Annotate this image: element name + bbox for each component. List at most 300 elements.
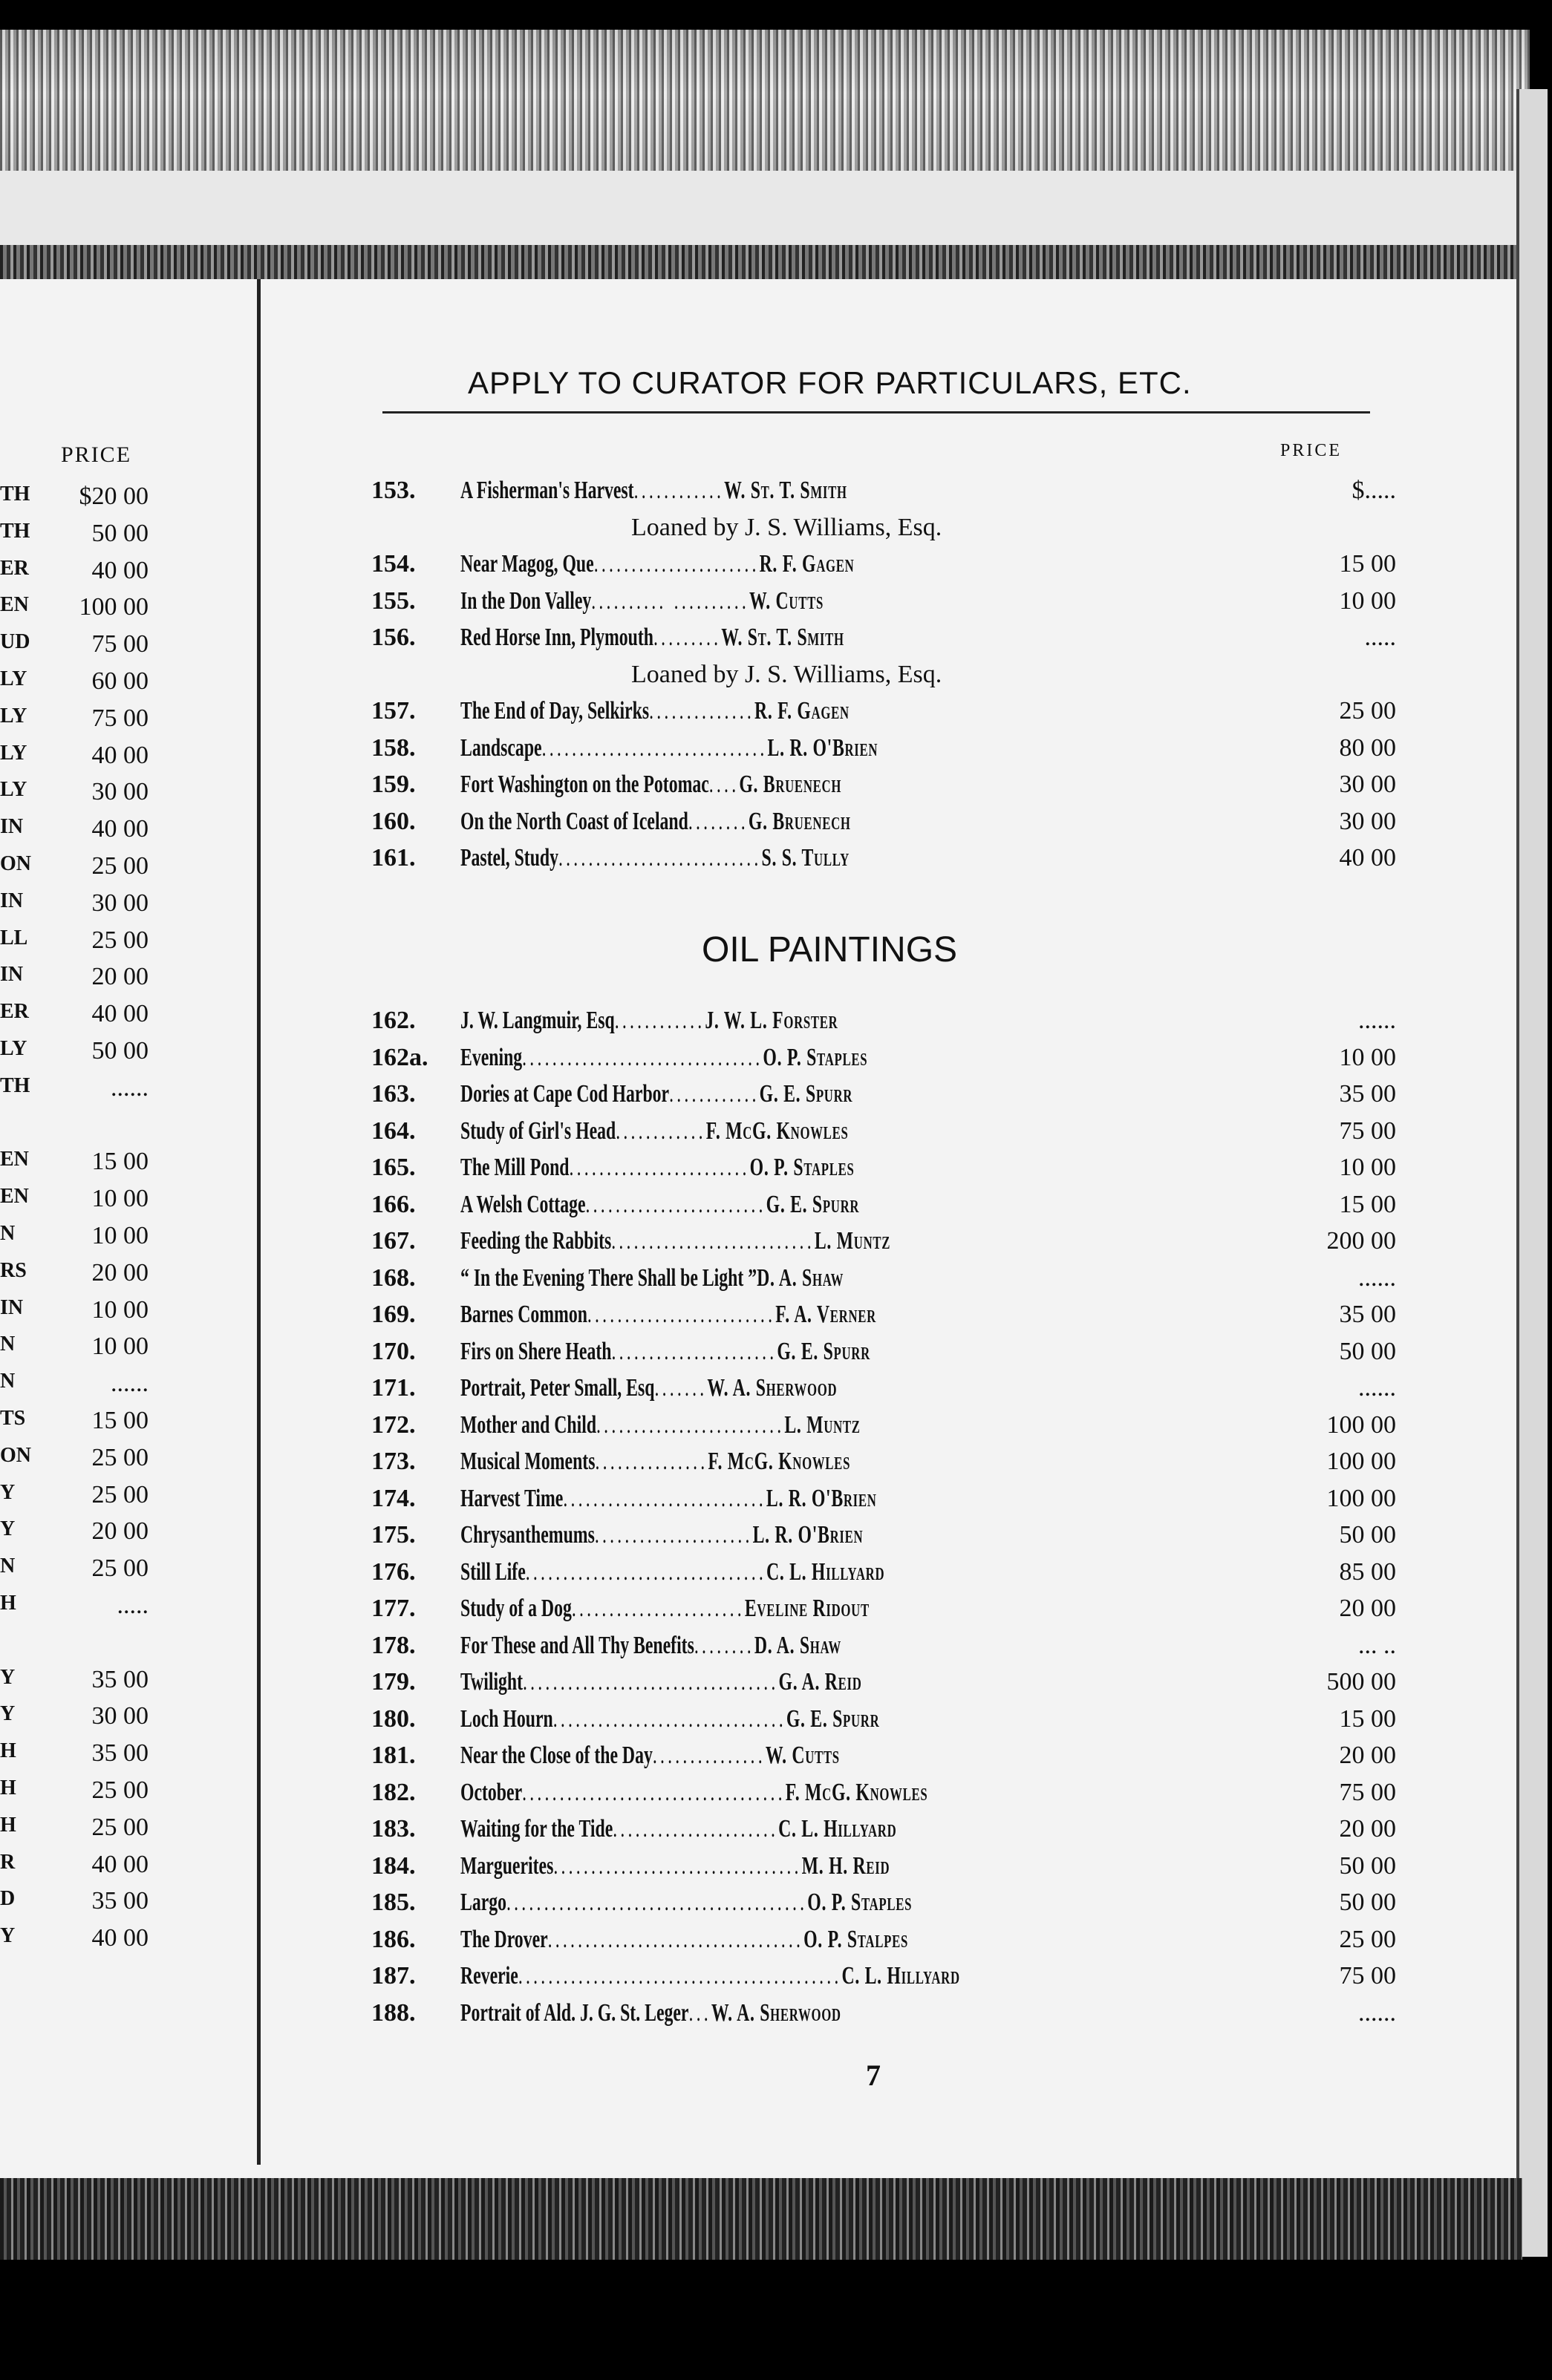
catalogue-entry — [371, 1811, 1396, 1848]
entry-artist: G. Bruenech — [739, 771, 842, 798]
entry-body — [460, 619, 1270, 656]
left-price: 10 00 — [91, 1295, 149, 1324]
entry-price: 35 00 — [1339, 1080, 1396, 1108]
entry-number: 162a. — [371, 1043, 428, 1071]
catalogue-entry — [371, 1443, 1396, 1480]
loan-note: Loaned by J. S. Williams, Esq. — [631, 660, 942, 688]
left-artist-fragment: ER — [0, 1000, 29, 1024]
entry-title: In the Don Valley — [460, 586, 592, 615]
left-column-row — [0, 1185, 149, 1222]
left-price: 75 00 — [91, 630, 149, 658]
entry-artist: C. L. Hillyard — [841, 1962, 960, 1990]
entry-price: 10 00 — [1339, 1043, 1396, 1071]
paper-top — [0, 171, 1522, 252]
entry-body — [460, 1260, 1270, 1297]
entry-leader: ............ — [616, 1117, 706, 1145]
entry-price: 15 00 — [1339, 550, 1396, 578]
page-number: 7 — [866, 2059, 881, 2092]
entry-body — [460, 1443, 1270, 1480]
left-artist-fragment: Y — [0, 1665, 16, 1689]
left-column-row — [0, 1814, 149, 1851]
left-price: 25 00 — [91, 1480, 149, 1508]
left-price: 25 00 — [91, 1443, 149, 1471]
catalogue-entry — [371, 1113, 1396, 1150]
entry-title: Near the Close of the Day — [460, 1742, 653, 1769]
entry-title: Firs on Shere Heath — [460, 1337, 612, 1365]
entry-leader: ............................... — [552, 1704, 786, 1733]
left-price: 35 00 — [91, 1739, 149, 1768]
entry-title: Still Life — [460, 1557, 526, 1586]
left-price: 30 00 — [91, 778, 149, 806]
left-column-row — [0, 1739, 149, 1776]
catalogue-entry — [371, 1958, 1396, 1995]
entry-number: 173. — [371, 1448, 416, 1475]
left-column-row — [0, 483, 149, 520]
entry-title: For These and All Thy Benefits — [460, 1631, 694, 1659]
left-column-row — [0, 1333, 149, 1370]
entry-number: 185. — [371, 1889, 416, 1916]
entry-body — [460, 1149, 1270, 1186]
entry-price: 20 00 — [1339, 1815, 1396, 1843]
left-artist-fragment: TH — [0, 519, 30, 543]
entry-artist: F. McG. Knowles — [708, 1448, 851, 1475]
entry-artist: G. E. Spurr — [766, 1190, 860, 1218]
entry-body — [460, 1333, 1270, 1370]
entry-price: $..... — [1352, 477, 1396, 504]
catalogue-entry — [371, 1186, 1396, 1223]
left-column-row — [0, 1554, 149, 1592]
entry-title: On the North Coast of Iceland — [460, 807, 688, 835]
entry-artist: S. S. Tully — [761, 844, 850, 872]
left-artist-fragment: LL — [0, 926, 28, 949]
entry-leader: ........ — [694, 1631, 754, 1659]
left-artist-fragment: TH — [0, 483, 30, 506]
left-column-row — [0, 667, 149, 704]
left-column-row — [0, 1296, 149, 1333]
entry-body — [460, 766, 1270, 803]
catalogue-entry — [371, 1296, 1396, 1333]
entry-number: 170. — [371, 1337, 416, 1365]
left-price: 20 00 — [91, 1258, 149, 1287]
entry-number: 165. — [371, 1154, 416, 1181]
catalogue-entry — [371, 730, 1396, 767]
entry-title: Harvest Time — [460, 1484, 564, 1512]
entry-leader: ........................................... — [518, 1962, 842, 1990]
entry-artist: F. McG. Knowles — [705, 1117, 849, 1145]
entry-title: Reverie — [460, 1962, 518, 1990]
entry-title: The Mill Pond — [460, 1154, 570, 1181]
entry-price: 30 00 — [1339, 771, 1396, 798]
entry-number: 168. — [371, 1263, 416, 1292]
catalogue-entry — [371, 693, 1396, 730]
entry-number: 183. — [371, 1815, 416, 1843]
entry-price: 75 00 — [1339, 1962, 1396, 1990]
catalogue-entry — [371, 1737, 1396, 1774]
catalogue-entry — [371, 546, 1396, 583]
left-price: 40 00 — [91, 741, 149, 769]
entry-number: 182. — [371, 1778, 416, 1806]
entry-number: 169. — [371, 1301, 416, 1328]
entry-price: 15 00 — [1339, 1704, 1396, 1733]
entry-title: Near Magog, Que — [460, 550, 594, 578]
left-artist-fragment: IN — [0, 889, 24, 912]
left-column-row — [0, 926, 149, 964]
catalogue-entry — [371, 1517, 1396, 1554]
left-price: 60 00 — [91, 667, 149, 695]
entry-leader: ............ — [633, 477, 725, 504]
entry-number: 186. — [371, 1925, 416, 1953]
catalogue-entry — [371, 1039, 1396, 1076]
entry-title: Study of a Dog — [460, 1595, 572, 1622]
left-artist-fragment: ON — [0, 852, 31, 875]
left-artist-fragment: UD — [0, 630, 30, 654]
left-artist-fragment: EN — [0, 593, 29, 617]
left-price: 25 00 — [91, 926, 149, 954]
entry-leader: ...................... — [611, 1337, 777, 1365]
entry-price: 100 00 — [1326, 1410, 1396, 1439]
entry-leader: ......................... — [596, 1410, 785, 1439]
entry-leader: ........................... — [558, 844, 762, 872]
left-artist-fragment: LY — [0, 704, 27, 728]
entry-number: 171. — [371, 1374, 416, 1402]
entry-body — [460, 803, 1270, 840]
entry-title: Chrysanthemums — [460, 1521, 595, 1549]
entry-number: 164. — [371, 1117, 416, 1145]
entry-leader: ........................................ — [506, 1889, 808, 1916]
left-artist-fragment: Y — [0, 1702, 16, 1726]
entry-title: Pastel, Study — [460, 844, 559, 872]
entry-artist: D. A. Shaw — [754, 1631, 841, 1659]
entry-leader: ........................... — [563, 1484, 766, 1512]
entry-leader: .... — [708, 771, 740, 798]
entry-body — [460, 546, 1270, 583]
catalogue-entry — [371, 1223, 1396, 1260]
entry-price: 25 00 — [1339, 1925, 1396, 1953]
entry-body — [460, 1370, 1270, 1407]
top-scan-noise — [0, 30, 1530, 171]
entry-number: 158. — [371, 733, 416, 762]
entry-leader: .............. — [649, 697, 754, 725]
left-price: 50 00 — [91, 519, 149, 547]
left-column-row — [0, 1074, 149, 1111]
entry-leader: ........ — [688, 807, 749, 835]
left-artist-fragment: N — [0, 1222, 16, 1245]
entry-number: 155. — [371, 586, 416, 615]
entry-title: Marguerites — [460, 1851, 554, 1880]
catalogue-entry — [371, 1370, 1396, 1407]
left-artist-fragment: EN — [0, 1148, 29, 1171]
entry-title: Feeding the Rabbits — [460, 1227, 612, 1255]
entry-body — [460, 1039, 1270, 1076]
entry-price: 20 00 — [1339, 1742, 1396, 1769]
entry-number: 160. — [371, 807, 416, 835]
entry-artist: J. W. L. Forster — [705, 1007, 838, 1034]
left-column-row — [0, 1407, 149, 1444]
entry-price: 35 00 — [1339, 1301, 1396, 1328]
entry-title: Waiting for the Tide — [460, 1815, 613, 1843]
entry-artist: L. R. O'Brien — [752, 1521, 864, 1549]
catalogue-entry — [371, 1407, 1396, 1444]
entry-title: Twilight — [460, 1668, 524, 1696]
entry-number: 175. — [371, 1521, 416, 1549]
entry-leader: .................................. — [523, 1668, 779, 1696]
entry-artist: G. A. Reid — [778, 1668, 862, 1696]
left-artist-fragment: RS — [0, 1258, 27, 1282]
entry-artist: O. P. Staples — [807, 1889, 913, 1916]
entry-leader: ....... — [654, 1374, 708, 1402]
left-price: 15 00 — [91, 1407, 149, 1434]
top-scan-band — [0, 245, 1522, 279]
entry-title: Largo — [460, 1889, 507, 1916]
left-column-row — [0, 1629, 149, 1666]
entry-title: October — [460, 1778, 523, 1806]
entry-number: 166. — [371, 1190, 416, 1218]
entry-artist: M. H. Reid — [801, 1851, 890, 1880]
left-price: ...... — [111, 1073, 149, 1102]
left-artist-fragment: N — [0, 1554, 16, 1578]
left-artist-fragment: LY — [0, 778, 27, 802]
entry-price: 85 00 — [1339, 1557, 1396, 1586]
left-column-row — [0, 815, 149, 852]
left-price: 40 00 — [91, 815, 149, 843]
entry-artist: W. A. Sherwood — [707, 1374, 838, 1402]
catalogue-entry — [371, 1076, 1396, 1113]
entry-number: 157. — [371, 697, 416, 725]
entry-artist: O. P. Staples — [749, 1154, 855, 1181]
left-column-row — [0, 1481, 149, 1518]
left-artist-fragment: Y — [0, 1924, 16, 1948]
entry-artist: W. Cutts — [765, 1742, 840, 1769]
section-title: OIL PAINTINGS — [702, 930, 958, 970]
entry-body — [460, 1590, 1270, 1627]
entry-number: 177. — [371, 1595, 416, 1622]
catalogue-entry — [371, 1664, 1396, 1701]
left-column-row — [0, 1037, 149, 1074]
entry-artist: L. Muntz — [784, 1410, 861, 1439]
entry-price: 75 00 — [1339, 1778, 1396, 1806]
left-price: 10 00 — [91, 1333, 149, 1361]
entry-artist: R. F. Gagen — [759, 550, 855, 578]
catalogue-entry — [371, 1260, 1396, 1297]
catalogue-entry — [371, 1627, 1396, 1664]
catalogue-entry — [371, 1774, 1396, 1811]
entry-body — [460, 1848, 1270, 1885]
left-column-row — [0, 1517, 149, 1554]
left-column-row — [0, 963, 149, 1000]
entry-price: 80 00 — [1339, 733, 1396, 762]
entry-price: 10 00 — [1339, 586, 1396, 615]
entry-number: 159. — [371, 771, 416, 798]
entry-price: 50 00 — [1339, 1337, 1396, 1365]
entry-leader: ....................... — [571, 1595, 745, 1622]
entry-body — [460, 1480, 1270, 1517]
left-artist-fragment: TH — [0, 1073, 30, 1097]
entry-title: Study of Girl's Head — [460, 1117, 616, 1145]
entry-leader: ........................ — [585, 1190, 766, 1218]
left-artist-fragment: Y — [0, 1517, 16, 1541]
entry-body — [460, 1186, 1270, 1223]
entry-price: 500 00 — [1326, 1668, 1396, 1696]
entry-leader: ............... — [595, 1448, 708, 1475]
left-price: 30 00 — [91, 1702, 149, 1730]
entry-number: 179. — [371, 1668, 416, 1696]
entry-artist: G. Bruenech — [748, 807, 851, 835]
entry-number: 180. — [371, 1704, 416, 1733]
entry-body — [460, 1995, 1270, 2032]
left-artist-fragment: D — [0, 1887, 16, 1911]
left-column-row — [0, 778, 149, 815]
entry-price: 50 00 — [1339, 1889, 1396, 1916]
left-price: 20 00 — [91, 1517, 149, 1546]
left-artist-fragment: H — [0, 1813, 16, 1837]
left-artist-fragment: ON — [0, 1443, 31, 1467]
left-artist-fragment: IN — [0, 1295, 24, 1319]
left-artist-fragment: H — [0, 1592, 16, 1615]
entry-leader: ........................ — [569, 1154, 750, 1181]
entry-price: 100 00 — [1326, 1484, 1396, 1512]
entry-number: 187. — [371, 1962, 416, 1990]
entry-artist: R. F. Gagen — [754, 697, 850, 725]
left-price: 20 00 — [91, 963, 149, 991]
left-price: 25 00 — [91, 1554, 149, 1583]
left-column-row — [0, 520, 149, 557]
left-column-row — [0, 557, 149, 594]
entry-artist: G. E. Spurr — [786, 1704, 880, 1733]
left-artist-fragment: N — [0, 1370, 16, 1393]
left-column-row — [0, 1887, 149, 1924]
left-column-row — [0, 1776, 149, 1814]
entry-price: 50 00 — [1339, 1851, 1396, 1880]
entry-body — [460, 1958, 1270, 1995]
entry-artist: F. McG. Knowles — [785, 1778, 928, 1806]
left-column-row — [0, 593, 149, 630]
entry-title: A Fisherman's Harvest — [460, 477, 634, 504]
left-column-row — [0, 1592, 149, 1629]
entry-number: 181. — [371, 1742, 416, 1769]
entry-body — [460, 1774, 1270, 1811]
entry-title: Barnes Common — [460, 1301, 587, 1328]
price-header: PRICE — [1280, 441, 1343, 460]
left-column-row — [0, 1222, 149, 1259]
left-price: 40 00 — [91, 1850, 149, 1878]
left-artist-fragment: LY — [0, 667, 27, 690]
catalogue-entry — [371, 840, 1396, 877]
left-price: 40 00 — [91, 1000, 149, 1028]
entry-body — [460, 1554, 1270, 1591]
left-price: ...... — [111, 1370, 149, 1398]
catalogue-entry — [371, 1149, 1396, 1186]
left-column-row — [0, 1444, 149, 1481]
left-price: 10 00 — [91, 1185, 149, 1213]
entry-artist: W. Cutts — [749, 586, 824, 615]
left-artist-fragment: LY — [0, 1037, 27, 1060]
catalogue-entry — [371, 1002, 1396, 1039]
heading-rule — [382, 411, 1370, 413]
entry-number: 172. — [371, 1410, 416, 1439]
entry-title: Musical Moments — [460, 1448, 596, 1475]
entry-price: 200 00 — [1326, 1227, 1396, 1255]
entry-title: Loch Hourn — [460, 1704, 553, 1733]
entry-price: ...... — [1358, 1263, 1396, 1292]
entry-number: 188. — [371, 1998, 416, 2027]
catalogue-entry — [371, 1480, 1396, 1517]
entry-leader: ................................. — [553, 1851, 802, 1880]
entry-artist: C. L. Hillyard — [766, 1557, 885, 1586]
entry-number: 167. — [371, 1227, 416, 1255]
entry-title: A Welsh Cottage — [460, 1190, 586, 1218]
entry-number: 153. — [371, 477, 416, 504]
entry-number: 154. — [371, 550, 416, 578]
left-column-row — [0, 1148, 149, 1185]
entry-body — [460, 1884, 1270, 1921]
left-column-row — [0, 889, 149, 926]
left-artist-fragment: N — [0, 1333, 16, 1356]
left-artist-fragment: IN — [0, 963, 24, 987]
entry-leader: ......... — [653, 624, 722, 651]
entry-title: “ In the Evening There Shall be Light ” — [460, 1263, 757, 1292]
entry-price: 40 00 — [1339, 844, 1396, 872]
entry-artist: G. E. Spurr — [777, 1337, 870, 1365]
entry-artist: O. P. Stalpes — [803, 1925, 908, 1953]
left-artist-fragment: LY — [0, 741, 27, 765]
entry-title: The Drover — [460, 1925, 548, 1953]
entry-number: 163. — [371, 1080, 416, 1108]
entry-number: 178. — [371, 1631, 416, 1659]
entry-leader: ......................... — [587, 1301, 776, 1328]
entry-artist: G. E. Spurr — [759, 1080, 853, 1108]
entry-price: ...... — [1358, 1007, 1396, 1034]
left-price: 25 00 — [91, 852, 149, 880]
left-column-row — [0, 1851, 149, 1888]
entry-price: 25 00 — [1339, 697, 1396, 725]
left-artist-fragment: IN — [0, 815, 24, 839]
entry-body — [460, 1921, 1270, 1958]
entry-body — [460, 1002, 1270, 1039]
entry-body — [460, 1113, 1270, 1150]
entry-title: Landscape — [460, 733, 542, 762]
entry-leader: ................................ — [525, 1557, 766, 1586]
entry-title: Portrait of Ald. J. G. St. Leger — [460, 1998, 689, 2027]
entry-artist: Eveline Ridout — [744, 1595, 870, 1622]
entry-title: Red Horse Inn, Plymouth — [460, 624, 654, 651]
entry-price: ..... — [1364, 624, 1396, 651]
left-artist-fragment: EN — [0, 1185, 29, 1209]
left-column-row — [0, 1370, 149, 1407]
entry-number: 162. — [371, 1007, 416, 1034]
entry-body — [460, 1811, 1270, 1848]
entry-body — [460, 1627, 1270, 1664]
left-price: 35 00 — [91, 1665, 149, 1693]
entry-price: 15 00 — [1339, 1190, 1396, 1218]
entry-body — [460, 730, 1270, 767]
catalogue-entry — [371, 1554, 1396, 1591]
entry-artist: L. Muntz — [814, 1227, 891, 1255]
entry-price: ... .. — [1358, 1631, 1396, 1659]
entry-body — [460, 1296, 1270, 1333]
entry-body — [460, 1407, 1270, 1444]
right-page-edge — [1516, 89, 1548, 2257]
entry-leader: .......... .......... — [591, 586, 750, 615]
entry-body — [460, 1664, 1270, 1701]
entry-title: Dories at Cape Cod Harbor — [460, 1080, 670, 1108]
catalogue-entry — [371, 766, 1396, 803]
entry-price: 50 00 — [1339, 1521, 1396, 1549]
left-artist-fragment: Y — [0, 1480, 16, 1504]
entry-number: 176. — [371, 1557, 416, 1586]
entry-leader: ............... — [652, 1742, 766, 1769]
left-column-row — [0, 1666, 149, 1703]
left-price: 35 00 — [91, 1887, 149, 1915]
